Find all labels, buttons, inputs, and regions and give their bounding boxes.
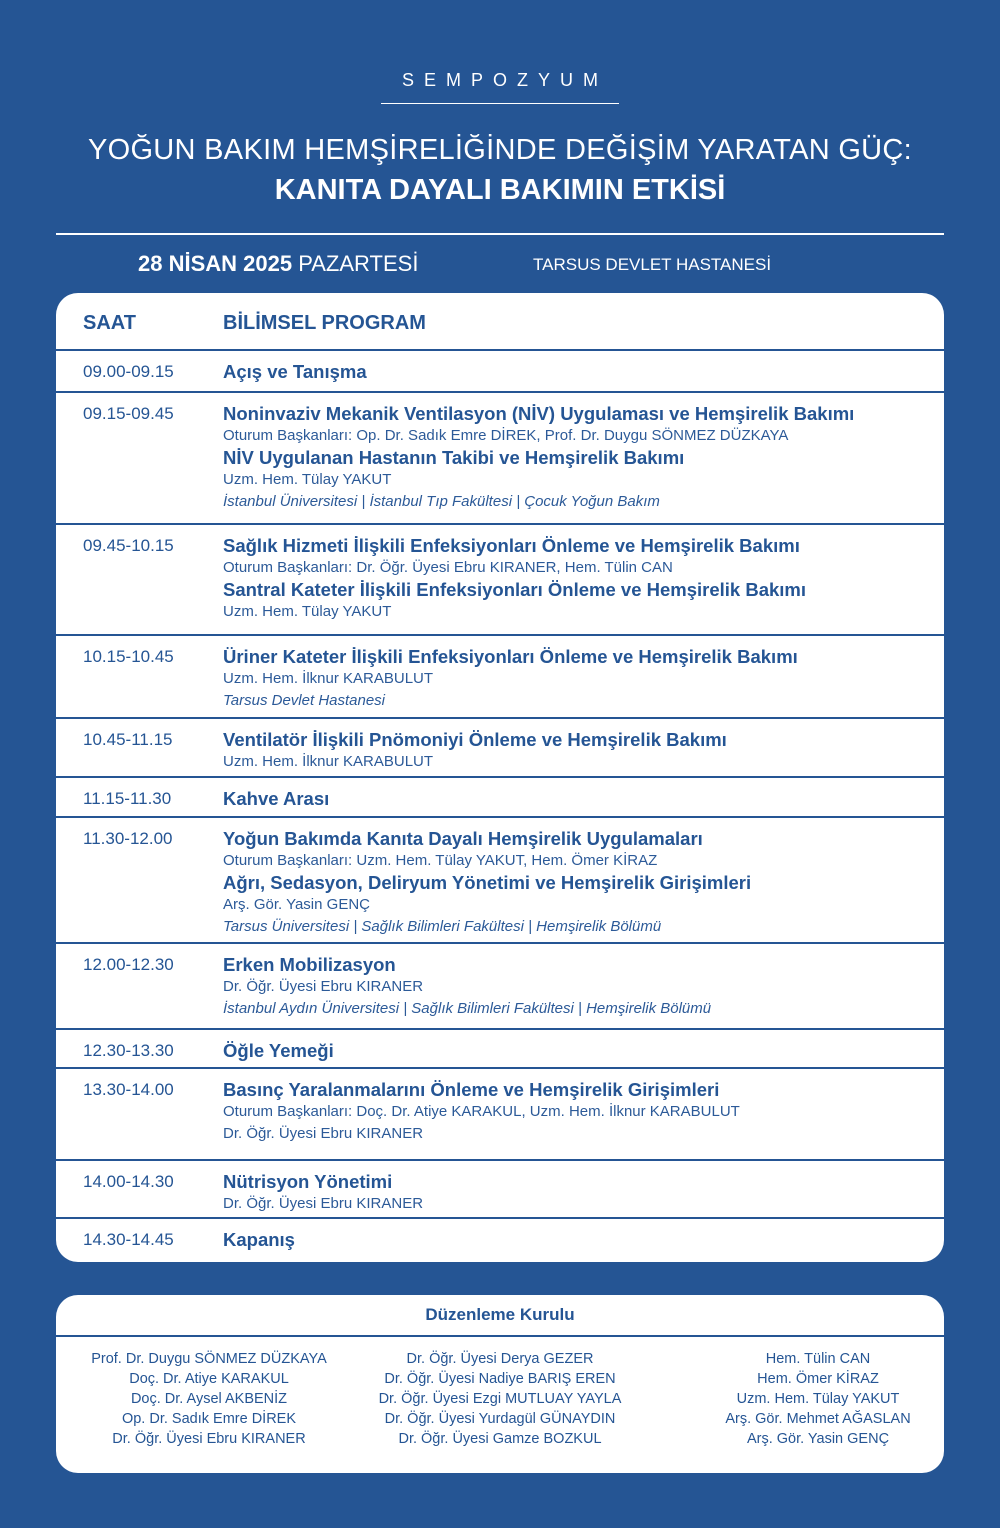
session-content bbox=[223, 1229, 923, 1251]
title-line-1: YOĞUN BAKIM HEMŞİRELİĞİNDE DEĞİŞİM YARATAN GÜÇ: bbox=[87, 134, 913, 166]
session-content bbox=[223, 788, 923, 810]
session-title: Kapanış bbox=[223, 1229, 295, 1250]
title-line-2: KANITA DAYALI BAKIMIN ETKİSİ bbox=[274, 174, 726, 206]
session-content bbox=[223, 1079, 923, 1145]
session-title: Öğle Yemeği bbox=[223, 1040, 334, 1061]
program-card bbox=[56, 293, 944, 1262]
session-title: Erken Mobilizasyon bbox=[223, 954, 396, 975]
session-time: 12.00-12.30 bbox=[83, 955, 174, 974]
session-time: 10.45-11.15 bbox=[83, 730, 173, 749]
committee-column bbox=[350, 1349, 650, 1449]
committee-member: Op. Dr. Sadık Emre DİREK bbox=[121, 1411, 297, 1427]
session-title: Üriner Kateter İlişkili Enfeksiyonları Önleme ve Hemşirelik Bakımı bbox=[223, 646, 798, 667]
program-row bbox=[56, 944, 944, 1030]
committee-column bbox=[668, 1349, 944, 1449]
event-date-bold: 28 NİSAN 2025 bbox=[138, 251, 293, 276]
session-title: Basınç Yaralanmalarını Önleme ve Hemşirelik Girişimleri bbox=[223, 1079, 720, 1100]
session-speaker: Dr. Öğr. Üyesi Ebru KIRANER bbox=[223, 978, 424, 995]
committee-member: Dr. Öğr. Üyesi Gamze BOZKUL bbox=[398, 1431, 602, 1447]
committee-column bbox=[59, 1349, 359, 1449]
session-time: 10.15-10.45 bbox=[83, 647, 174, 666]
session-affiliation: İstanbul Üniversitesi | İstanbul Tıp Fakültesi | Çocuk Yoğun Bakım bbox=[223, 493, 660, 510]
session-content bbox=[223, 535, 923, 623]
session-time: 11.15-11.30 bbox=[83, 789, 172, 808]
committee-member: Arş. Gör. Yasin GENÇ bbox=[746, 1431, 890, 1447]
session-affiliation: Tarsus Üniversitesi | Sağlık Bilimleri Fakültesi | Hemşirelik Bölümü bbox=[223, 918, 662, 935]
header-divider bbox=[56, 233, 944, 235]
column-header-time: SAAT bbox=[83, 312, 136, 334]
session-time: 11.30-12.00 bbox=[83, 829, 173, 848]
session-speaker: Uzm. Hem. Tülay YAKUT bbox=[223, 603, 392, 620]
session-time: 12.30-13.30 bbox=[83, 1041, 174, 1060]
committee-member: Dr. Öğr. Üyesi Derya GEZER bbox=[406, 1351, 594, 1367]
committee-member: Arş. Gör. Mehmet AĞASLAN bbox=[725, 1411, 911, 1427]
committee-member: Doç. Dr. Atiye KARAKUL bbox=[129, 1371, 289, 1387]
session-time: 14.30-14.45 bbox=[83, 1230, 174, 1249]
session-speaker: Arş. Gör. Yasin GENÇ bbox=[223, 896, 370, 913]
column-header-program: BİLİMSEL PROGRAM bbox=[223, 312, 426, 334]
committee-member: Prof. Dr. Duygu SÖNMEZ DÜZKAYA bbox=[91, 1351, 327, 1367]
event-type-label: SEMPOZYUM bbox=[401, 70, 608, 90]
session-content bbox=[223, 403, 923, 513]
session-time: 13.30-14.00 bbox=[83, 1080, 174, 1099]
committee-member: Uzm. Hem. Tülay YAKUT bbox=[736, 1391, 900, 1407]
session-title: Ventilatör İlişkili Pnömoniyi Önleme ve Hemşirelik Bakımı bbox=[223, 729, 727, 750]
session-content bbox=[223, 729, 923, 773]
session-content bbox=[223, 361, 923, 383]
session-title: Yoğun Bakımda Kanıta Dayalı Hemşirelik Uygulamaları bbox=[223, 828, 703, 849]
session-content bbox=[223, 1171, 923, 1215]
committee-title: Düzenleme Kurulu bbox=[56, 1295, 944, 1337]
committee-member: Hem. Tülin CAN bbox=[765, 1351, 871, 1367]
session-content bbox=[223, 828, 923, 938]
program-row bbox=[56, 719, 944, 778]
program-row bbox=[56, 1030, 944, 1069]
session-content bbox=[223, 1040, 923, 1062]
session-title: Ağrı, Sedasyon, Deliryum Yönetimi ve Hemşirelik Girişimleri bbox=[223, 872, 752, 893]
session-title: Sağlık Hizmeti İlişkili Enfeksiyonları Önleme ve Hemşirelik Bakımı bbox=[223, 535, 800, 556]
program-row bbox=[56, 351, 944, 393]
session-title: Nütrisyon Yönetimi bbox=[223, 1171, 393, 1192]
session-speaker: Oturum Başkanları: Op. Dr. Sadık Emre DİREK, Prof. Dr. Duygu SÖNMEZ DÜZKAYA bbox=[223, 427, 789, 444]
kicker-underline bbox=[381, 103, 619, 104]
session-title: Noninvaziv Mekanik Ventilasyon (NİV) Uygulaması ve Hemşirelik Bakımı bbox=[223, 403, 855, 424]
program-row bbox=[56, 778, 944, 818]
session-time: 14.00-14.30 bbox=[83, 1172, 174, 1191]
program-row bbox=[56, 525, 944, 636]
session-speaker: Uzm. Hem. İlknur KARABULUT bbox=[223, 670, 434, 687]
program-row bbox=[56, 1069, 944, 1161]
session-affiliation: Tarsus Devlet Hastanesi bbox=[223, 692, 386, 709]
event-venue: TARSUS DEVLET HASTANESİ bbox=[533, 255, 772, 274]
session-speaker: Oturum Başkanları: Uzm. Hem. Tülay YAKUT, Hem. Ömer KİRAZ bbox=[223, 852, 658, 869]
session-affiliation: İstanbul Aydın Üniversitesi | Sağlık Bilimleri Fakültesi | Hemşirelik Bölümü bbox=[223, 1000, 712, 1017]
program-row bbox=[56, 636, 944, 719]
committee-member: Dr. Öğr. Üyesi Ebru KIRANER bbox=[112, 1431, 306, 1447]
program-row bbox=[56, 818, 944, 944]
session-time: 09.00-09.15 bbox=[83, 362, 174, 381]
program-header-row bbox=[56, 293, 944, 351]
committee-member: Dr. Öğr. Üyesi Yurdagül GÜNAYDIN bbox=[384, 1411, 616, 1427]
session-title: Santral Kateter İlişkili Enfeksiyonları Önleme ve Hemşirelik Bakımı bbox=[223, 579, 807, 600]
session-content bbox=[223, 646, 923, 712]
session-content bbox=[223, 954, 923, 1020]
session-title: NİV Uygulanan Hastanın Takibi ve Hemşirelik Bakımı bbox=[223, 447, 685, 468]
session-speaker: Uzm. Hem. İlknur KARABULUT bbox=[223, 753, 434, 770]
committee-member: Dr. Öğr. Üyesi Ezgi MUTLUAY YAYLA bbox=[378, 1391, 622, 1407]
session-speaker: Dr. Öğr. Üyesi Ebru KIRANER bbox=[223, 1195, 424, 1212]
event-day: PAZARTESİ bbox=[298, 251, 419, 276]
session-speaker: Dr. Öğr. Üyesi Ebru KIRANER bbox=[223, 1125, 424, 1142]
program-row bbox=[56, 393, 944, 525]
committee-card bbox=[56, 1295, 944, 1473]
session-title: Açış ve Tanışma bbox=[223, 361, 367, 382]
session-speaker: Uzm. Hem. Tülay YAKUT bbox=[223, 471, 392, 488]
committee-member: Doç. Dr. Aysel AKBENİZ bbox=[130, 1391, 288, 1407]
session-time: 09.45-10.15 bbox=[83, 536, 174, 555]
event-date bbox=[138, 251, 418, 277]
session-speaker: Oturum Başkanları: Doç. Dr. Atiye KARAKUL, Uzm. Hem. İlknur KARABULUT bbox=[223, 1103, 740, 1120]
committee-member: Hem. Ömer KİRAZ bbox=[757, 1371, 879, 1387]
program-row bbox=[56, 1219, 944, 1262]
committee-member: Dr. Öğr. Üyesi Nadiye BARIŞ EREN bbox=[384, 1371, 616, 1387]
session-speaker: Oturum Başkanları: Dr. Öğr. Üyesi Ebru KIRANER, Hem. Tülin CAN bbox=[223, 559, 673, 576]
session-title: Kahve Arası bbox=[223, 788, 330, 809]
session-time: 09.15-09.45 bbox=[83, 404, 174, 423]
program-row bbox=[56, 1161, 944, 1219]
